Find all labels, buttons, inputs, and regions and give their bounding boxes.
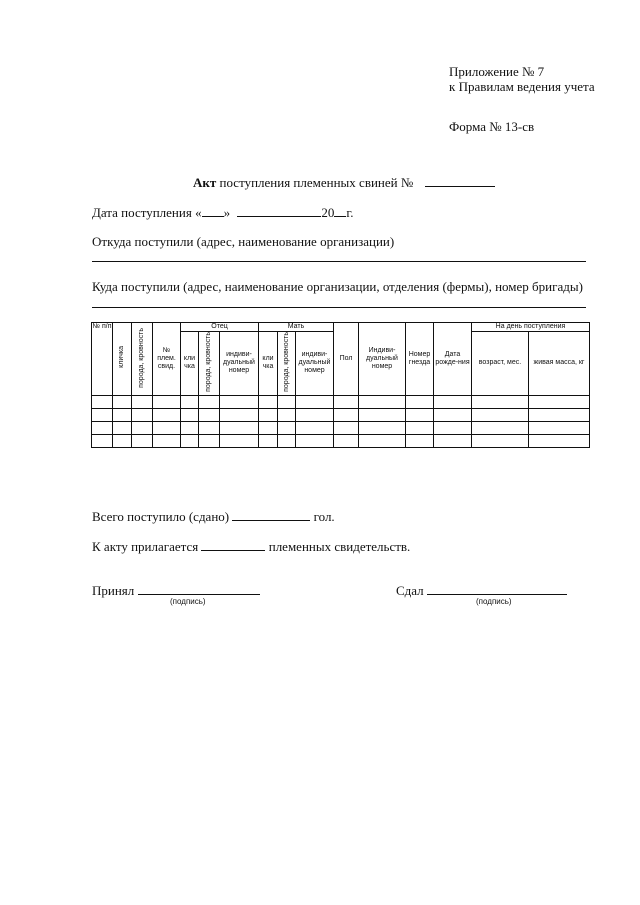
to-label: Куда поступили (адрес, наименование организации, отделения (фермы), номер бригады) [92, 279, 583, 294]
rules-label: к Правилам ведения учета [449, 79, 595, 94]
act-number-line [425, 174, 495, 187]
total-received-label: Всего поступило (сдано) [92, 509, 230, 524]
date-day-line [202, 204, 224, 217]
handed-signature-line [427, 582, 567, 595]
col-age-header: возраст, мес. [472, 332, 529, 396]
date-field [92, 204, 353, 221]
to-rule [92, 307, 586, 308]
total-received-line [232, 508, 310, 521]
arrival-group-header: На день поступления [472, 323, 590, 332]
total-received [92, 508, 335, 525]
title-bold: Акт [193, 175, 217, 190]
mother-group-header: Мать [259, 323, 334, 332]
col-nickname-header: кличка [113, 323, 132, 396]
date-suffix: г. [346, 205, 354, 220]
father-group-header: Отец [181, 323, 259, 332]
col-birth-header: Дата рожде-ния [434, 323, 472, 396]
attached-suffix: племенных свидетельств. [268, 539, 411, 554]
animals-table [91, 322, 590, 448]
accepted-label: Принял [92, 583, 135, 598]
form-number: Форма № 13-св [449, 119, 535, 134]
col-nest-header: Номер гнезда [406, 323, 434, 396]
col-id-header: Индиви-дуальный номер [359, 323, 406, 396]
handed-caption: (подпись) [476, 597, 512, 606]
document-title [193, 174, 495, 191]
date-month-line [237, 204, 321, 217]
col-sex-header: Пол [334, 323, 359, 396]
date-year: 20 [321, 205, 335, 220]
mother-breed-header: порода, кровность [278, 332, 296, 396]
from-rule [92, 261, 586, 262]
from-label: Откуда поступили (адрес, наименование организации) [92, 234, 395, 249]
accepted-caption: (подпись) [170, 597, 206, 606]
mother-id-header: индиви-дуальный номер [296, 332, 334, 396]
attached-label: К акту прилагается [92, 539, 199, 554]
total-received-unit: гол. [313, 509, 335, 524]
date-year-line [334, 204, 346, 217]
date-prefix: Дата поступления « [92, 205, 202, 220]
table-row [92, 408, 590, 421]
table-row [92, 421, 590, 434]
mother-nickname-header: кли чка [259, 332, 278, 396]
father-breed-header: порода, кровность [199, 332, 220, 396]
father-id-header: индиви-дуальный номер [220, 332, 259, 396]
accepted-signature-line [138, 582, 260, 595]
col-breed-header: порода, кровность [132, 323, 153, 396]
handed-label: Сдал [396, 583, 424, 598]
attached-count-line [201, 538, 265, 551]
table-row [92, 395, 590, 408]
table-row [92, 434, 590, 447]
col-num-header: № п/п [92, 323, 113, 396]
attached-certs [92, 538, 410, 555]
col-weight-header: живая масса, кг [529, 332, 590, 396]
date-mid: » [223, 205, 231, 220]
col-cert-header: № плем. свид. [153, 323, 181, 396]
father-nickname-header: кли чка [181, 332, 199, 396]
title-rest: поступления племенных свиней № [219, 175, 414, 190]
appendix-label: Приложение № 7 [449, 64, 545, 79]
